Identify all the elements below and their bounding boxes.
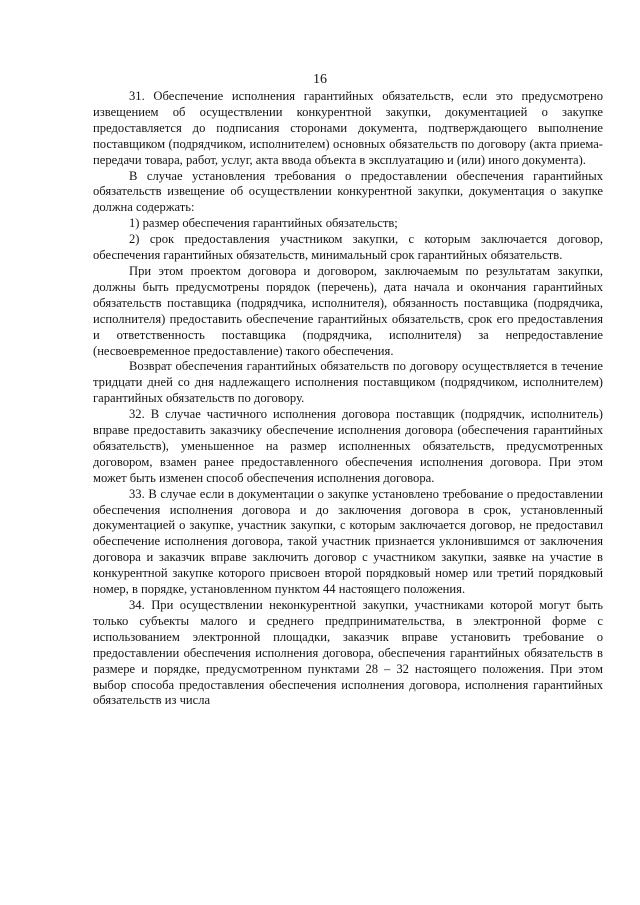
paragraph-32: 32. В случае частичного исполнения договора поставщик (подрядчик, исполнитель) вправе предоставить заказчику обеспечение исполнения договора (обеспечения гарантийных обязательств), уменьшенное на размер исполненных обязательств, предусмотренных договором, взамен ранее предоставленного обеспечения исполнения договора. При этом может быть изменен способ обеспечения исполнения договора.: [93, 407, 603, 485]
list-item-1: 1) размер обеспечения гарантийных обязательств;: [129, 216, 398, 231]
document-body: [93, 89, 603, 709]
paragraph-33: 33. В случае если в документации о закупке установлено требование о предоставлении обеспечения исполнения договора и до заключения договора в срок, установленный документацией о закупке, участник закупки, с которым заключается договор, не предоставил обеспечение исполнения договора, такой участник признается уклонившимся от заключения договора и заказчик вправе заключить договор с участником закупки, заявке на участие в конкурентной закупке которого присвоен второй порядковый номер или третий порядковый номер, в порядке, установленном пунктом 44 настоящего положения.: [93, 486, 603, 597]
paragraph-34: 34. При осуществлении неконкурентной закупки, участниками которой могут быть только субъекты малого и среднего предпринимательства, в электронной форме с использованием электронной площадки, заказчик вправе установить требование о предоставлении обеспечения исполнения договора, обеспечения гарантийных обязательств в размере и порядке, предусмотренном пунктами 28 – 32 настоящего положения. При этом выбор способа предоставления обеспечения исполнения договора, исполнения гарантийных обязательств из числа: [93, 598, 603, 708]
paragraph-guarantee-return: Возврат обеспечения гарантийных обязательств по договору осуществляется в течение тридцати дней со дня надлежащего исполнения поставщиком (подрядчиком, исполнителем) гарантийных обязательств по договору.: [93, 359, 603, 406]
paragraph-contract-terms: При этом проектом договора и договором, заключаемым по результатам закупки, должны быть предусмотрены порядок (перечень), дата начала и окончания гарантийных обязательств поставщика (подрядчика, исполнителя), обязанность поставщика (подрядчика, исполнителя) предоставить обеспечение гарантийных обязательств, срок его предоставления и ответственность поставщика (подрядчика, исполнителя) за непредоставление (несвоевременное предоставление) такого обеспечения.: [93, 263, 603, 358]
page-number: 16: [313, 72, 327, 87]
paragraph-31: 31. Обеспечение исполнения гарантийных обязательств, если это предусмотрено извещением об осуществлении конкурентной закупки, документацией о закупке предоставляется до подписания сторонами документа, подтверждающего выполнение поставщиком (подрядчиком, исполнителем) основных обязательств по договору (акта приема-передачи товара, работ, услуг, акта ввода объекта в эксплуатацию и (или) иного документа).: [93, 89, 603, 167]
list-item-2: 2) срок предоставления участником закупки, с которым заключается договор, обеспечения гарантийных обязательств, минимальный срок гарантийных обязательств.: [93, 232, 603, 263]
paragraph-guarantee-requirement: В случае установления требования о предоставлении обеспечения гарантийных обязательств извещение об осуществлении конкурентной закупки, документация о закупке должна содержать:: [93, 168, 603, 215]
